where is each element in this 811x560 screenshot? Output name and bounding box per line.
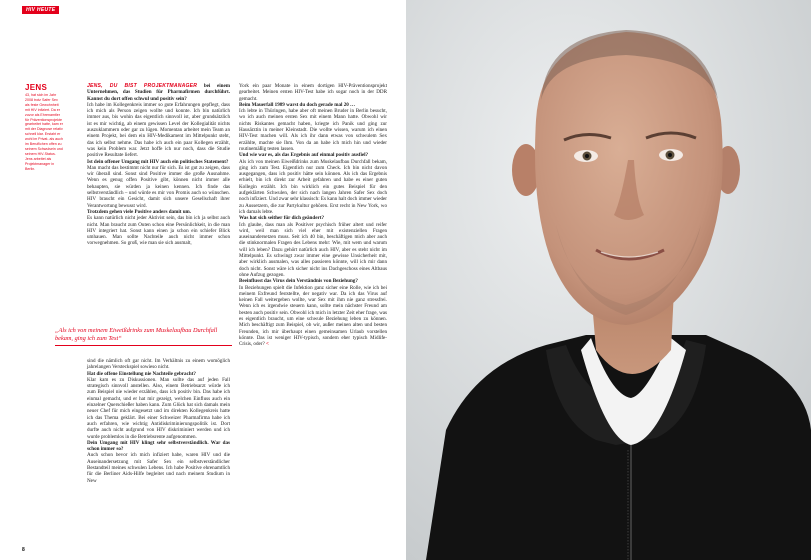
question-heading: Dein Umgang mit HIV klingt sehr selbstverständlich. War das schon immer so? [87,439,230,453]
section-tag: HIV HEUTE [22,6,59,14]
question-heading: Was hat sich seither für dich geändert? [239,215,324,222]
question-heading: Hat die offene Einstellung nie Nachteile gebracht? [87,370,196,377]
answer-paragraph: Als ich von meinen Eiweißdrinks zum Muskelaufbau Durchfall bekam, ging ich zum Test. Eigentlich nur zum Check. Ich bin nicht davon ausgegangen, dass ich positiv hätte sein können. Als ich das Ergebnis erhielt, bin ich direkt zur Arbeit gefahren und habe es einer guten Kollegin erzählt. Ich bin wirklich ein gutes Beispiel für den aufgeklärten Schwulen, der sich nach langen Jahren Safer Sex doch noch infiziert. Und zwar sehr klassisch: Es kann halt doch immer wieder zu Aussetzern, die zur Partykultur gehören. Erst recht in New York, wo ich damals lebte. [239,158,387,215]
answer-paragraph: Ich lebte in Thüringen, habe aber oft meinen Bruder in Berlin besucht, wo ich auch meinen ersten Sex mit einem Mann hatte. Obwohl wir nichts Riskantes gemacht haben, kriegte ich Panik und ging zur Hausärztin in meiner Kleinstadt. Die wollte wissen, warum ich einen HIV-Test machen will. Als ich ihr dann etwas von schwulem Sex erzählte, machte sie Ihm. Von da an habe ich mich hin und wieder routinemäßig testen lassen. [239,108,387,152]
article-column-1 [87,83,230,247]
pull-quote: „Als ich von meinem Eiweißdrinks zum Muskelaufbau Durchfall bekam, ging ich zum Test“ [55,327,218,342]
answer-text: In Beziehungen spielt die Infektion ganz sicher eine Rolle, wie ich bei meinem Exfreund feststellte, der negativ war. Da ich das Virus auf keinen Fall weitergeben wollte, war Sex mit ihm nie ganz stressfrei. Wenn ich es irgendwie steuern kann, sollte mein nächster Freund am besten auch positiv sein. Obwohl ich mich in letzter Zeit eher frage, was es eigentlich braucht, um eine schwule Beziehung leben zu können. Mich beschäftigt zum Beispiel, ob wir, außer meinen alten und besten Freunden, ich mir überhaupt einen gemeinsamen Urlaub vorstellen könnte. Das ist weniger HIV-typisch, sondern eher typisch Midlife-Crisis, oder? [239,284,387,348]
lead-name: JENS, DU BIST PROJEKTMANAGER [87,83,198,89]
lead-question-text: bei einem Unternehmen, das Studien für Pharmafirmen durchführt. Kannst du dort offen schwul und positiv sein? [87,83,231,102]
question-heading: Und wie war es, als das Ergebnis auf einmal positiv ausfiel? [239,152,369,159]
question-heading: Trotzdem gehen viele Positive anders damit um. [87,208,192,215]
answer-paragraph: Ich habe im Kollegenkreis immer so gute Erfahrungen gepflegt, dass ich mich als Person zeigen wollte und konnte. Ich bin natürlich immer aus, bis wohin das eigentlich sinnvoll ist, aber grundsätzlich ist es mir wichtig, ab einem gewissen Level der Kollegialität nichts auszuklammern oder gar zu lügen. Momentan arbeitet mein Team an einem Projekt, bei dem ein HIV-Medikament im Mittelpunkt steht, das ich selbst nehme. Das habe ich auch ein paar Kollegen erzählt, was kein Problem war. Jetzt hoffe ich nur noch, dass die Studie positive Resultate liefert. [87,101,230,159]
answer-paragraph: York ein paar Monate in einem dortigen HIV-Präventionsprojekt gearbeitet. Meinen ersten HIV-Test habe ich sogar noch in der DDR gemacht. [239,83,387,102]
answer-paragraph: Auch schon bevor ich mich infiziert habe, waren HIV und die Auseinandersetzung mit Safer Sex ein selbstverständlicher Bestandteil meines schwulen Lebens. Ich habe Positive ehrenamtlich für die Berliner Aids-Hilfe begleitet und nach meinem Studium in New [87,452,230,484]
question-heading: Ist dein offener Umgang mit HIV auch ein politisches Statement? [87,158,229,165]
sidebar-name: JENS [25,83,48,92]
end-mark: < [266,341,269,348]
article-column-2 [239,83,387,347]
portrait-photo [406,0,811,560]
answer-paragraph: Ich glaube, dass man als Positiver psychisch früher altert und reifer wird, weil man sich viel eher mit existenziellen Fragen auseinandersetzen muss. Seit ich 40 bin, beschäftigen mich aber auch die stinknormalen Fragen des Lebens mehr: Wie, mit wem und warum will ich leben? Dazu gehört natürlich auch HIV, aber es steht nicht im Mittelpunkt. Es schwingt zwar immer eine gewisse Unsicherheit mit, aber wirklich ausmalen, was alles passieren könnte, will ich mir dann doch nicht. Sonst wäre ich sicher nicht ins Dachgeschoss eines Altbaus ohne Aufzug gezogen. [239,221,387,278]
pull-quote-rule [55,345,232,346]
lead-question [87,83,230,102]
sidebar-bio: 43, hat sich im Jahr 2008 trotz Safer Sex als feste Gewohnheit mit HIV infiziert. Da er zuvor als Ehrenamtler für Präventionsprojekte gearbeitet hatte, kam er mit der Diagnose relativ schnell klar. Erstaht er wohl im Privat- als auch im Beruflichen offen zu seinem Schwulsein und seinem HIV-Status. Jens arbeitet als Projektmanager in Berlin. [25,93,63,171]
page-number: 8 [22,547,25,553]
article-column-1-continued [87,358,230,484]
question-heading: Beeinflusst das Virus dein Verständnis von Beziehung? [239,278,358,285]
answer-paragraph: Klar kam es zu Diskussionen. Man sollte das auf jeden Fall strategisch sinnvoll anstellen. Also, einem Betriebsarzt würde ich zum Beispiel nie wieder erzählen, dass ich positiv bin. Das habe ich einmal gemacht, und er hat mir gezeigt, welchen Einfluss auch ein einzelner Querschießer haben kann. Zum Glück hat sich damals mein neuer Chef für mich eingesetzt und im direkten Kollegenkreis hatte ich das Thema geklärt. Bei einer Schweizer Pharmafirma habe ich auch erfahren, wie wichtig Antidiskriminierungspolitik ist. Dort durfte auch nicht aufgrund von HIV diskriminiert werden und ich wurde problemlos in die Betriebsrente aufgenommen. [87,376,230,440]
answer-paragraph: sind die nämlich oft gar nicht. Im Verhältnis zu einem womöglich jahrelangen Versteckspiel sowieso nicht. [87,358,230,371]
answer-paragraph: Es kann natürlich nicht jeder Aktivist sein, das bin ich ja selbst auch nicht. Man braucht zum Outen schon eine Persönlichkeit, in die man HIV integriert hat. Sonst kann einen ja schon ein schiefer Blick umhauen. Man sollte Nachteile auch nicht immer schon vorwegnehmen. So groß, wie man sie sich ausmalt, [87,215,230,247]
question-heading: Beim Mauerfall 1989 warst du doch gerade mal 20 … [239,101,356,108]
answer-paragraph [239,285,387,348]
portrait-photo-illustration [406,0,811,560]
answer-paragraph: Man macht das bestimmt nicht nur für sich. Es ist gut zu zeigen, dass wir überall sind. Sonst sind Positive immer die große Ausnahme. Wenn es genug offen Positive gibt, können nicht immer alle behaupten, sie würden ja keinen kennen. Ich finde das selbstverständlich – und würde es mir von Promis auch so wünschen. HIV braucht ein Gesicht, damit sich unsere Gesellschaft ihrer Verantwortung bewusst wird. [87,164,230,209]
